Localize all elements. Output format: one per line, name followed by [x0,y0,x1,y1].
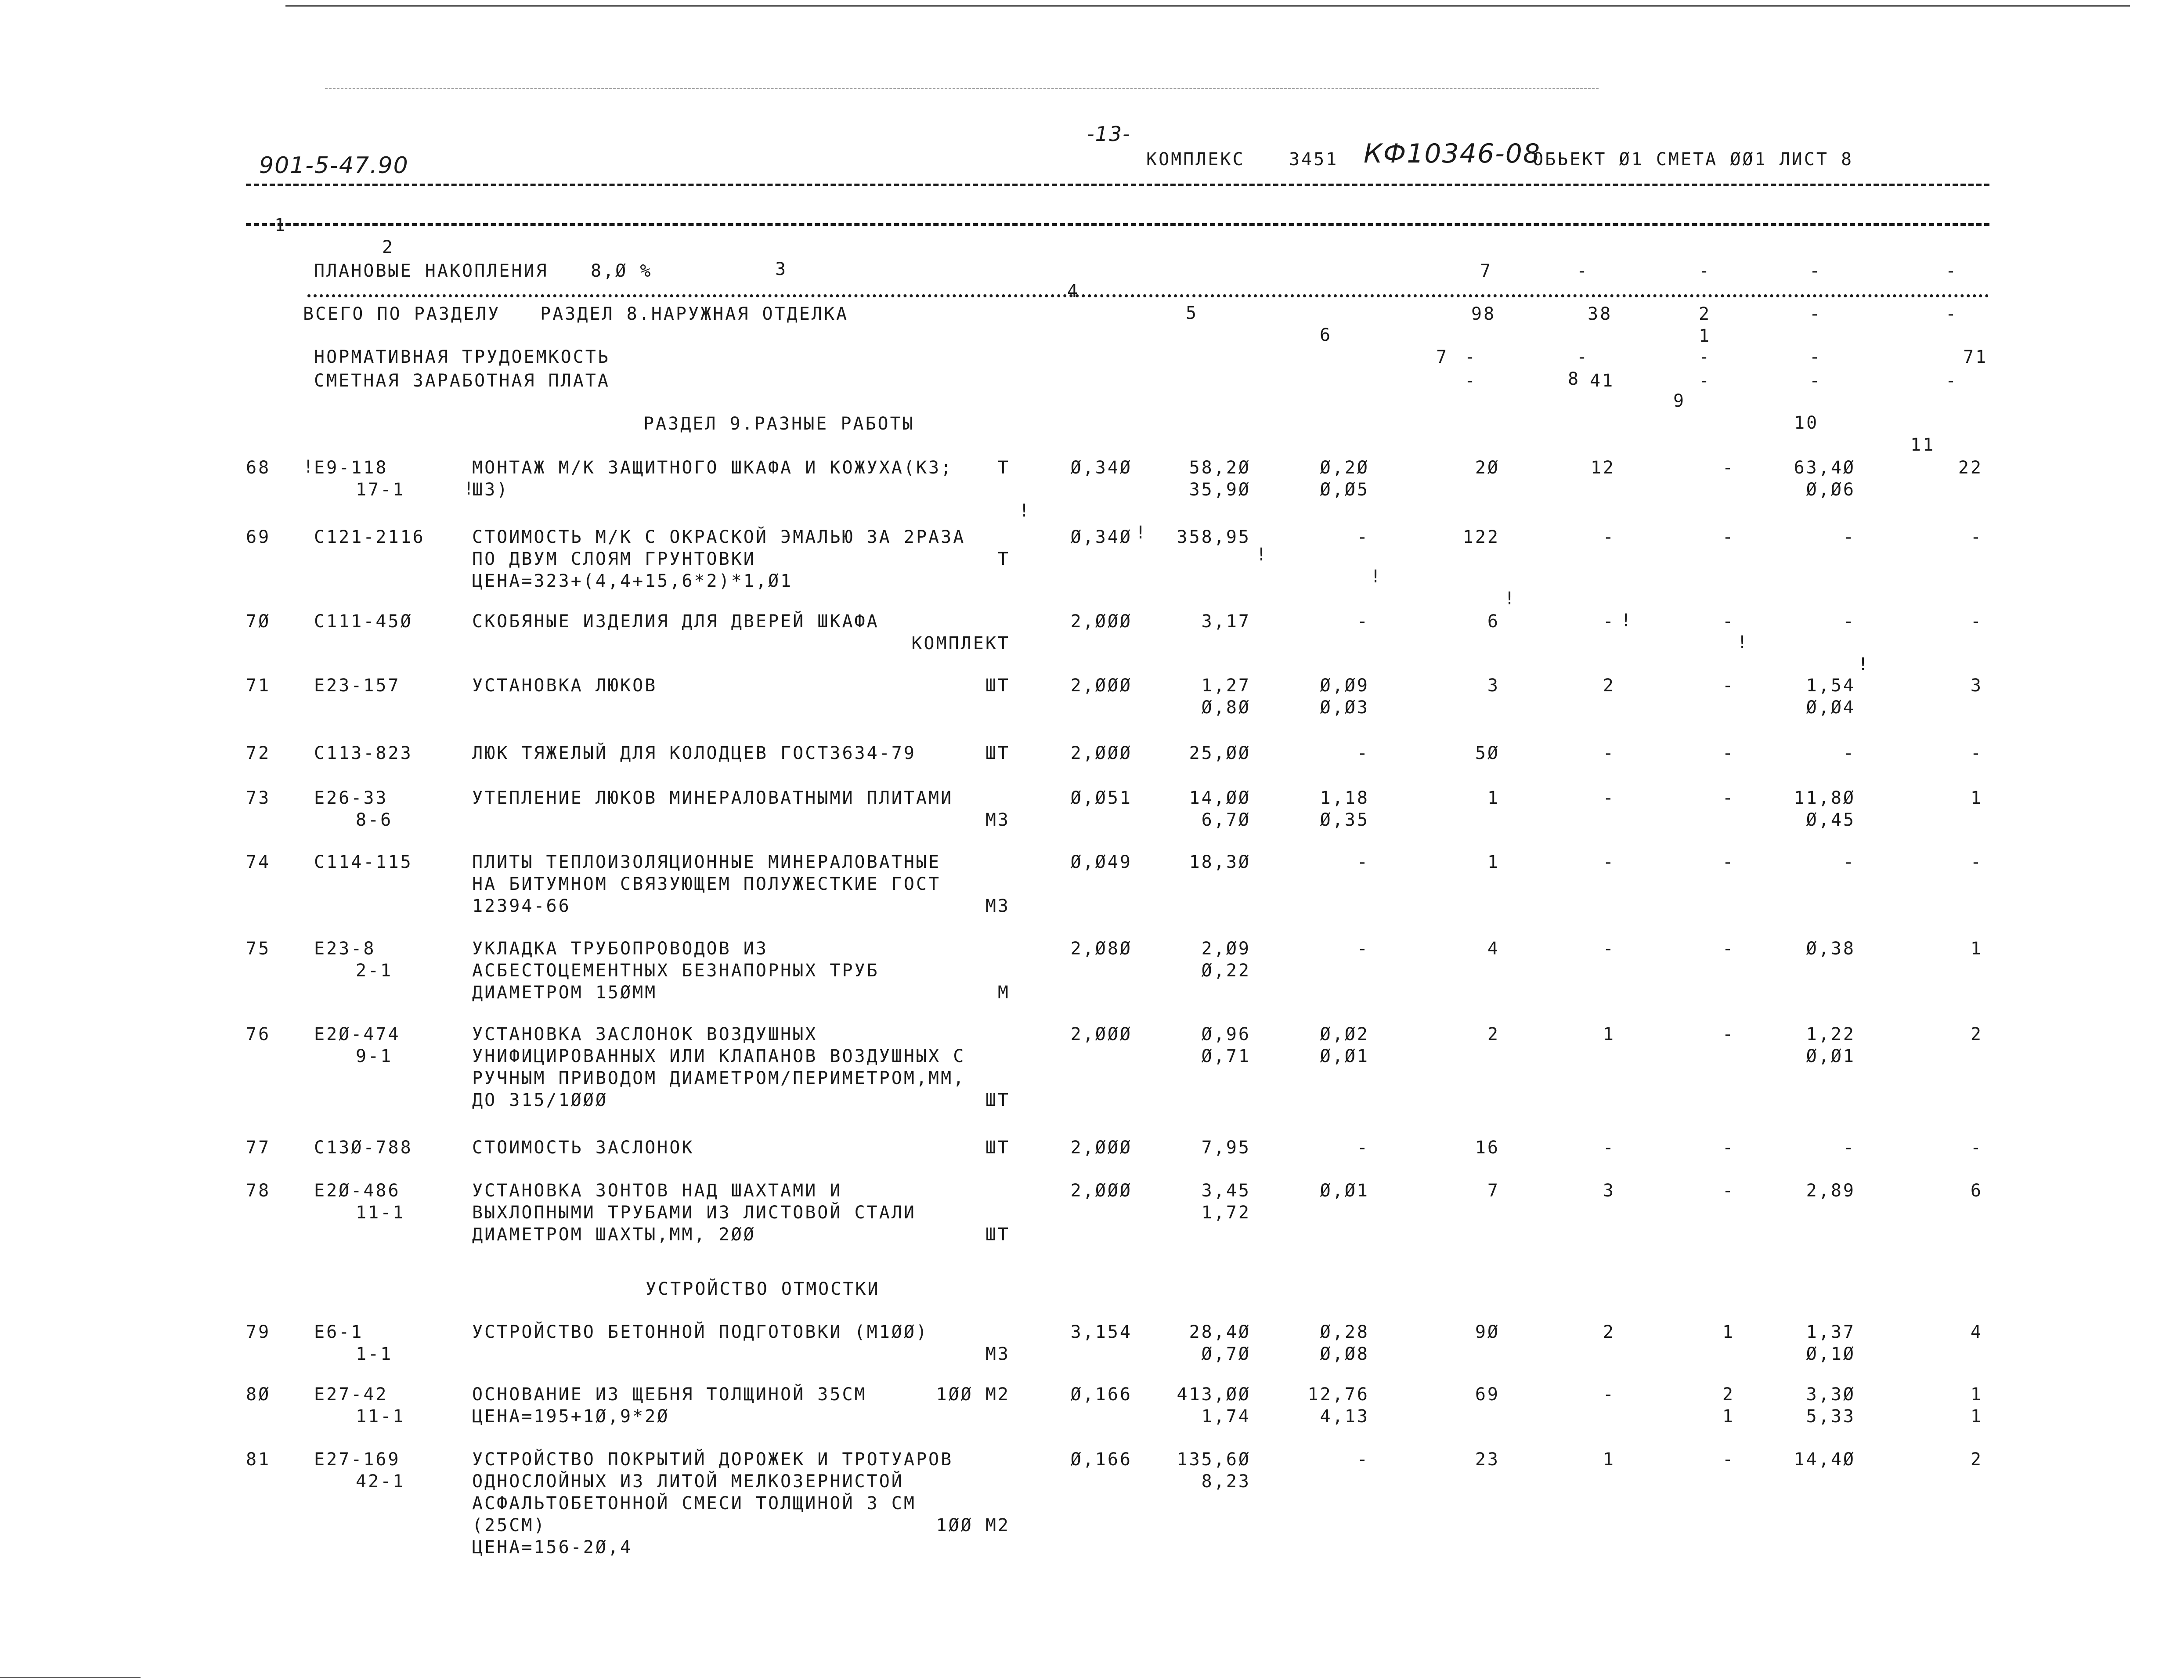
row-code: Е27-42 [314,1384,388,1405]
complex-label: КОМПЛЕКС [1146,149,1245,170]
row-col6: Ø,Ø9 [1320,676,1369,696]
row-col6: Ø,35 [1320,810,1369,830]
row-description: ОСНОВАНИЕ ИЗ ЩЕБНЯ ТОЛЩИНОЙ 35СМ [472,1384,867,1405]
row-quantity: Ø,166 [1070,1384,1132,1405]
row-col9: - [1722,1449,1735,1470]
column-separators: ! [1737,632,1750,653]
row-col8: - [1603,788,1615,808]
row-col8: - [1603,527,1615,547]
wage-col9: - [1699,371,1711,391]
wage-col10: - [1809,371,1822,391]
row-col5: 35,9Ø [1189,480,1251,500]
row-col5: Ø,8Ø [1201,697,1251,718]
planned-col10: - [1809,261,1822,281]
labor-col7: - [1465,347,1477,367]
dotted-separator [307,294,1989,297]
row-col5: 14,ØØ [1189,788,1251,808]
row-description: СКОБЯНЫЕ ИЗДЕЛИЯ ДЛЯ ДВЕРЕЙ ШКАФА [472,611,879,632]
section-total-name: РАЗДЕЛ 8.НАРУЖНАЯ ОТДЕЛКА [540,304,849,324]
row-col5: 413,ØØ [1177,1384,1251,1405]
row-description: (25СМ) [472,1515,546,1535]
row-col10: Ø,1Ø [1806,1344,1855,1364]
row-description: ПО ДВУМ СЛОЯМ ГРУНТОВКИ [472,549,756,569]
row-col7: 5Ø [1475,743,1500,763]
row-col11: 1 [1970,939,1983,959]
row-unit: М3 [985,896,1010,916]
row-col5: Ø,96 [1201,1024,1251,1044]
row-col10: 1,54 [1806,676,1855,696]
row-quantity: 2,Ø8Ø [1070,939,1132,959]
row-description: ПЛИТЫ ТЕПЛОИЗОЛЯЦИОННЫЕ МИНЕРАЛОВАТНЫЕ [472,852,941,872]
section-total-col10: - [1809,304,1822,324]
planned-savings-percent: 8,Ø % [591,261,653,281]
row-col9: - [1722,743,1735,763]
column-header-3: 3 [775,259,788,279]
labor-col8: - [1577,347,1589,367]
column-separators: ! [1019,501,1032,521]
row-code: Е2Ø-474 [314,1024,401,1044]
row-col6: Ø,Ø5 [1320,480,1369,500]
row-quantity: Ø,Ø49 [1070,852,1132,872]
column-header-5: 5 [1186,303,1198,323]
row-col9: - [1722,939,1735,959]
row-col5: 28,4Ø [1189,1322,1251,1342]
column-header-1: 1 [274,215,287,235]
wage-col8: 41 [1590,371,1615,391]
planned-savings-label: ПЛАНОВЫЕ НАКОПЛЕНИЯ [314,261,549,281]
row-unit: ШТ [985,743,1010,763]
row-description: АСФАЛЬТОБЕТОННОЙ СМЕСИ ТОЛЩИНОЙ 3 СМ [472,1493,916,1514]
column-header-8: 8 [1568,369,1581,389]
row-col9: - [1722,527,1735,547]
row-col6: Ø,Ø3 [1320,697,1369,718]
row-col7: 4 [1487,939,1500,959]
row-col9: 1 [1722,1322,1735,1342]
row-number: 79 [246,1322,271,1342]
labor-col11: 71 [1963,347,1988,367]
row-quantity: 2,ØØØ [1070,1138,1132,1158]
planned-col9: - [1699,261,1711,281]
row-description: УСТРОЙСТВО ПОКРЫТИЙ ДОРОЖЕК И ТРОТУАРОВ [472,1449,953,1470]
row-col7: 16 [1475,1138,1500,1158]
row-col9: - [1722,788,1735,808]
row-quantity: Ø,166 [1070,1449,1132,1470]
row-number: 81 [246,1449,271,1470]
wage-col11: - [1946,371,1958,391]
row-col11: - [1970,527,1983,547]
column-separators: ! [1621,611,1633,631]
row-number: 8Ø [246,1384,271,1405]
section-total-label: ВСЕГО ПО РАЗДЕЛУ [303,304,501,324]
row-quantity: Ø,34Ø [1070,458,1132,478]
column-separators: ! [463,479,476,499]
row-col5: 3,45 [1201,1181,1251,1201]
row-col11: 1 [1970,788,1983,808]
row-quantity: Ø,34Ø [1070,527,1132,547]
row-col7: 3 [1487,676,1500,696]
row-col10: - [1843,1138,1855,1158]
row-code: Е23-8 [314,939,376,959]
row-description: ЛЮК ТЯЖЕЛЫЙ ДЛЯ КОЛОДЦЕВ ГОСТ3634-79 [472,743,916,763]
row-description: ЦЕНА=156-2Ø,4 [472,1537,633,1557]
row-col10: Ø,Ø4 [1806,697,1855,718]
row-description: Ш3) [472,480,509,500]
estimate-code: КФ10346-08 [1364,138,1541,169]
faint-scan-line [325,88,1599,89]
object-sheet: ОБЬЕКТ Ø1 СМЕТА ØØ1 ЛИСТ 8 [1533,149,1854,170]
row-col7: 122 [1462,527,1500,547]
row-col6: Ø,Ø1 [1320,1181,1369,1201]
row-col9: 2 [1722,1384,1735,1405]
row-col10: - [1843,743,1855,763]
row-col6: 1,18 [1320,788,1369,808]
row-col6: Ø,Ø1 [1320,1046,1369,1066]
row-col10: 14,4Ø [1794,1449,1855,1470]
row-description: УСТАНОВКА ЗОНТОВ НАД ШАХТАМИ И [472,1181,842,1201]
row-col10: Ø,45 [1806,810,1855,830]
row-unit: М3 [985,810,1010,830]
row-number: 78 [246,1181,271,1201]
planned-col7: 7 [1480,261,1493,281]
planned-col11: - [1946,261,1958,281]
row-description: МОНТАЖ М/К ЗАЩИТНОГО ШКАФА И КОЖУХА(К3; [472,458,953,478]
row-description: СТОИМОСТЬ М/К С ОКРАСКОЙ ЭМАЛЬЮ ЗА 2РАЗА [472,527,966,547]
row-code: Е9-118 [314,458,388,478]
row-unit: КОМПЛЕКТ [911,633,1010,654]
row-col9: - [1722,1024,1735,1044]
row-col9: - [1722,676,1735,696]
page-number: -13- [1087,122,1131,146]
row-code: 11-1 [356,1406,405,1427]
row-col9: - [1722,458,1735,478]
row-code: 8-6 [356,810,393,830]
row-unit: М3 [985,1344,1010,1364]
wage-col7: - [1465,371,1477,391]
row-col8: 12 [1590,458,1615,478]
row-quantity: 2,ØØØ [1070,611,1132,632]
header-rule-top [246,184,1989,186]
row-col6: Ø,28 [1320,1322,1369,1342]
section-total-col7: 98 [1471,304,1496,324]
row-col11: 6 [1970,1181,1983,1201]
row-quantity: Ø,Ø51 [1070,788,1132,808]
row-description: 12394-66 [472,896,571,916]
row-description: ВЫХЛОПНЫМИ ТРУБАМИ ИЗ ЛИСТОВОЙ СТАЛИ [472,1203,916,1223]
row-col10: 1,22 [1806,1024,1855,1044]
row-description: ЦЕНА=195+1Ø,9*2Ø [472,1406,670,1427]
row-col9: - [1722,1138,1735,1158]
column-header-10: 10 [1794,413,1819,433]
row-col11: 1 [1970,1406,1983,1427]
row-code: 17-1 [356,480,405,500]
column-header-7: 7 [1436,347,1449,367]
row-number: 77 [246,1138,271,1158]
row-col5: 6,7Ø [1201,810,1251,830]
complex-value: 3451 [1289,149,1339,170]
row-col8: 2 [1603,676,1615,696]
row-col10: - [1843,527,1855,547]
row-col8: - [1603,743,1615,763]
row-col7: 2Ø [1475,458,1500,478]
row-col5: Ø,71 [1201,1046,1251,1066]
row-col6: - [1357,743,1369,763]
bottom-left-mark [0,1677,141,1678]
header-rule-bottom [246,223,1989,226]
row-col7: 23 [1475,1449,1500,1470]
row-col7: 1 [1487,788,1500,808]
labor-col10: - [1809,347,1822,367]
row-code: 9-1 [356,1046,393,1066]
row-col9: - [1722,611,1735,632]
row-col10: Ø,38 [1806,939,1855,959]
row-col9: 1 [1722,1406,1735,1427]
row-unit: ШТ [985,1138,1010,1158]
row-col10: Ø,Ø6 [1806,480,1855,500]
top-border-line [285,5,2130,7]
row-col6: 4,13 [1320,1406,1369,1427]
otmostka-title: УСТРОЙСТВО ОТМОСТКИ [646,1279,880,1299]
row-unit: ШТ [985,1090,1010,1110]
row-col6: - [1357,939,1369,959]
row-number: 74 [246,852,271,872]
row-col8: 1 [1603,1024,1615,1044]
row-col10: 11,8Ø [1794,788,1855,808]
row-number: 73 [246,788,271,808]
row-col11: 4 [1970,1322,1983,1342]
row-description: УСТАНОВКА ЛЮКОВ [472,676,657,696]
column-header-4: 4 [1067,281,1080,301]
row-description: ЦЕНА=323+(4,4+15,6*2)*1,Ø1 [472,571,793,591]
row-col5: 58,2Ø [1189,458,1251,478]
row-unit: 1ØØ М2 [936,1384,1010,1405]
column-separators: ! [1256,545,1269,565]
section-9-title: РАЗДЕЛ 9.РАЗНЫЕ РАБОТЫ [643,414,915,434]
row-col5: 7,95 [1201,1138,1251,1158]
row-col10: Ø,Ø1 [1806,1046,1855,1066]
row-col6: Ø,Ø2 [1320,1024,1369,1044]
section-total-col9b: 1 [1699,326,1711,346]
column-header-6: 6 [1320,325,1332,345]
row-description: НА БИТУМНОМ СВЯЗУЮЩЕМ ПОЛУЖЕСТКИЕ ГОСТ [472,874,941,894]
row-number: 7Ø [246,611,271,632]
row-col11: 1 [1970,1384,1983,1405]
column-separators: ! [1858,654,1870,675]
row-col5: 1,72 [1201,1203,1251,1223]
row-quantity: 2,ØØØ [1070,1024,1132,1044]
row-col11: 22 [1958,458,1983,478]
row-col6: Ø,Ø8 [1320,1344,1369,1364]
row-unit: ШТ [985,1225,1010,1245]
row-col6: - [1357,1138,1369,1158]
labor-label: НОРМАТИВНАЯ ТРУДОЕМКОСТЬ [314,347,610,367]
wage-label: СМЕТНАЯ ЗАРАБОТНАЯ ПЛАТА [314,371,610,391]
row-description: РУЧНЫМ ПРИВОДОМ ДИАМЕТРОМ/ПЕРИМЕТРОМ,ММ, [472,1068,966,1088]
doc-code: 901-5-47.90 [259,152,409,179]
row-col7: 69 [1475,1384,1500,1405]
section-total-col9a: 2 [1699,304,1711,324]
row-col8: 1 [1603,1449,1615,1470]
row-description: УНИФИЦИРОВАННЫХ ИЛИ КЛАПАНОВ ВОЗДУШНЫХ С [472,1046,966,1066]
row-col5: 18,3Ø [1189,852,1251,872]
column-separators: ! [303,457,316,477]
row-description: УСТРОЙСТВО БЕТОННОЙ ПОДГОТОВКИ (М1ØØ) [472,1322,929,1342]
row-code: С13Ø-788 [314,1138,413,1158]
row-number: 75 [246,939,271,959]
row-col9: - [1722,852,1735,872]
row-col5: 1,74 [1201,1406,1251,1427]
row-col10: 63,4Ø [1794,458,1855,478]
row-col6: 12,76 [1307,1384,1369,1405]
row-description: УКЛАДКА ТРУБОПРОВОДОВ ИЗ [472,939,768,959]
row-col6: - [1357,611,1369,632]
column-separators: ! [1370,567,1383,587]
row-col7: 7 [1487,1181,1500,1201]
row-col7: 6 [1487,611,1500,632]
row-col8: - [1603,1138,1615,1158]
row-col11: - [1970,852,1983,872]
row-col5: 358,95 [1177,527,1251,547]
row-code: С121-2116 [314,527,425,547]
row-code: 42-1 [356,1471,405,1492]
row-col7: 2 [1487,1024,1500,1044]
row-col8: - [1603,939,1615,959]
row-col5: Ø,7Ø [1201,1344,1251,1364]
row-col9: - [1722,1181,1735,1201]
row-col11: 3 [1970,676,1983,696]
row-col10: 2,89 [1806,1181,1855,1201]
row-unit: Т [997,458,1010,478]
row-quantity: 3,154 [1070,1322,1132,1342]
row-code: Е23-157 [314,676,401,696]
row-description: АСБЕСТОЦЕМЕНТНЫХ БЕЗНАПОРНЫХ ТРУБ [472,961,879,981]
row-col6: - [1357,1449,1369,1470]
row-col5: 135,6Ø [1177,1449,1251,1470]
row-col11: - [1970,611,1983,632]
row-col6: - [1357,527,1369,547]
row-quantity: 2,ØØØ [1070,676,1132,696]
row-description: СТОИМОСТЬ ЗАСЛОНОК [472,1138,694,1158]
section-total-col8: 38 [1588,304,1613,324]
column-header-11: 11 [1910,435,1935,455]
row-col7: 1 [1487,852,1500,872]
row-col11: 2 [1970,1024,1983,1044]
row-quantity: 2,ØØØ [1070,1181,1132,1201]
row-col5: 25,ØØ [1189,743,1251,763]
row-col5: 2,Ø9 [1201,939,1251,959]
row-unit: Т [997,549,1010,569]
row-number: 76 [246,1024,271,1044]
row-col11: - [1970,1138,1983,1158]
row-code: С111-45Ø [314,611,413,632]
row-col10: - [1843,852,1855,872]
row-unit: 1ØØ М2 [936,1515,1010,1535]
column-separators: ! [1135,523,1148,543]
row-number: 69 [246,527,271,547]
planned-col8: - [1577,261,1589,281]
row-unit: М [997,983,1010,1003]
row-col6: Ø,2Ø [1320,458,1369,478]
row-description: ДИАМЕТРОМ 15ØММ [472,983,657,1003]
row-col11: 2 [1970,1449,1983,1470]
row-code: Е27-169 [314,1449,401,1470]
row-description: ОДНОСЛОЙНЫХ ИЗ ЛИТОЙ МЕЛКОЗЕРНИСТОЙ [472,1471,904,1492]
row-description: УТЕПЛЕНИЕ ЛЮКОВ МИНЕРАЛОВАТНЫМИ ПЛИТАМИ [472,788,953,808]
row-col10: 5,33 [1806,1406,1855,1427]
row-col8: - [1603,1384,1615,1405]
row-code: 11-1 [356,1203,405,1223]
row-unit: ШТ [985,676,1010,696]
row-col8: 3 [1603,1181,1615,1201]
row-number: 68 [246,458,271,478]
row-col10: - [1843,611,1855,632]
row-col6: - [1357,852,1369,872]
column-separators: ! [1504,589,1517,609]
row-description: УСТАНОВКА ЗАСЛОНОК ВОЗДУШНЫХ [472,1024,818,1044]
row-col10: 1,37 [1806,1322,1855,1342]
row-col8: - [1603,611,1615,632]
row-col8: 2 [1603,1322,1615,1342]
labor-col9: - [1699,347,1711,367]
row-code: Е6-1 [314,1322,364,1342]
row-col5: 1,27 [1201,676,1251,696]
row-code: 2-1 [356,961,393,981]
row-col5: Ø,22 [1201,961,1251,981]
row-description: ДО 315/1ØØØ [472,1090,608,1110]
row-col10: 3,3Ø [1806,1384,1855,1405]
column-header-9: 9 [1673,391,1686,411]
row-number: 72 [246,743,271,763]
row-code: 1-1 [356,1344,393,1364]
column-header-2: 2 [382,237,395,257]
row-quantity: 2,ØØØ [1070,743,1132,763]
row-code: С114-115 [314,852,413,872]
section-total-col11: - [1946,304,1958,324]
row-code: С113-823 [314,743,413,763]
row-col7: 9Ø [1475,1322,1500,1342]
row-code: Е2Ø-486 [314,1181,401,1201]
row-description: ДИАМЕТРОМ ШАХТЫ,ММ, 2ØØ [472,1225,756,1245]
row-col11: - [1970,743,1983,763]
row-number: 71 [246,676,271,696]
row-col5: 3,17 [1201,611,1251,632]
row-col8: - [1603,852,1615,872]
row-col5: 8,23 [1201,1471,1251,1492]
row-code: Е26-33 [314,788,388,808]
